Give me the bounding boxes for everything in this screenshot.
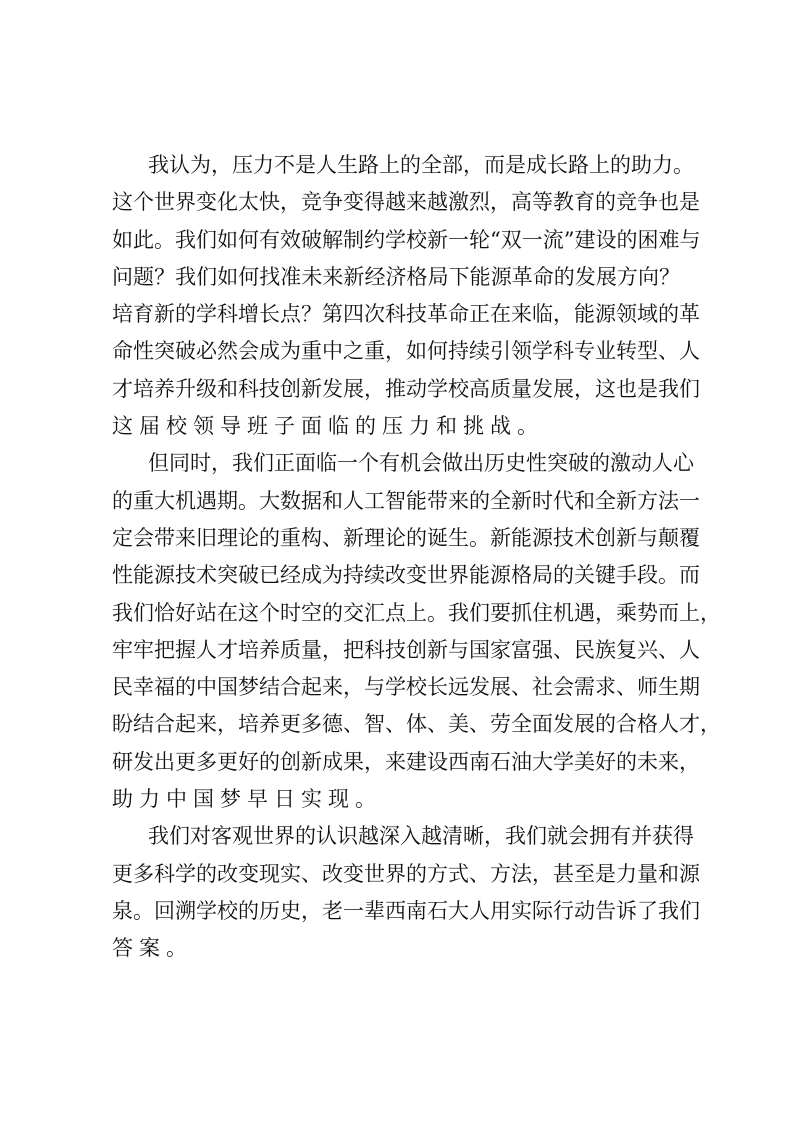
paragraph-line: 培育新的学科增长点？第四次科技革命正在来临，能源领域的革: [112, 302, 700, 327]
paragraph-line: 我认为，压力不是人生路上的全部，而是成长路上的助力。: [148, 153, 694, 177]
document-page: [112, 147, 721, 968]
paragraph-line: 助力中国梦早日实现。: [112, 787, 382, 812]
paragraph-line: 才培养升级和科技创新发展，推动学校高质量发展，这也是我们: [112, 376, 700, 401]
paragraph-line: 答案。: [112, 936, 193, 961]
paragraph-line: 性能源技术突破已经成为持续改变世界能源格局的关键手段。而: [112, 563, 700, 588]
paragraph-line: 我们恰好站在这个时空的交汇点上。我们要抓住机遇，乘势而上，: [112, 600, 721, 625]
paragraph-line: 我们对客观世界的认识越深入越清晰，我们就会拥有并获得: [148, 824, 694, 849]
paragraph-line: 命性突破必然会成为重中之重，如何持续引领学科专业转型、人: [112, 339, 700, 364]
paragraph-line: 这个世界变化太快，竞争变得越来越激烈，高等教育的竞争也是: [112, 190, 700, 215]
paragraph-line: 如此。我们如何有效破解制约学校新一轮“双一流”建设的困难与: [112, 227, 701, 252]
paragraph-line: 盼结合起来，培养更多德、智、体、美、劳全面发展的合格人才，: [112, 712, 721, 737]
paragraph-line: 更多科学的改变现实、改变世界的方式、方法，甚至是力量和源: [112, 861, 700, 886]
paragraph-line: 问题？我们如何找准未来新经济格局下能源革命的发展方向？: [112, 264, 680, 289]
paragraph-line: 的重大机遇期。大数据和人工智能带来的全新时代和全新方法一: [112, 488, 700, 513]
paragraph-line: 泉。回溯学校的历史，老一辈西南石大人用实际行动告诉了我们: [112, 898, 700, 923]
paragraph-line: 民幸福的中国梦结合起来，与学校长远发展、社会需求、师生期: [112, 675, 700, 700]
paragraph-line: 但同时，我们正面临一个有机会做出历史性突破的激动人心: [148, 451, 694, 476]
paragraph-line: 牢牢把握人才培养质量，把科技创新与国家富强、民族复兴、人: [112, 637, 700, 662]
paragraph-line: 这届校领导班子面临的压力和挑战。: [112, 414, 544, 439]
paragraph-line: 定会带来旧理论的重构、新理论的诞生。新能源技术创新与颠覆: [112, 525, 700, 550]
paragraph-line: 研发出更多更好的创新成果，来建设西南石油大学美好的未来，: [112, 749, 700, 774]
